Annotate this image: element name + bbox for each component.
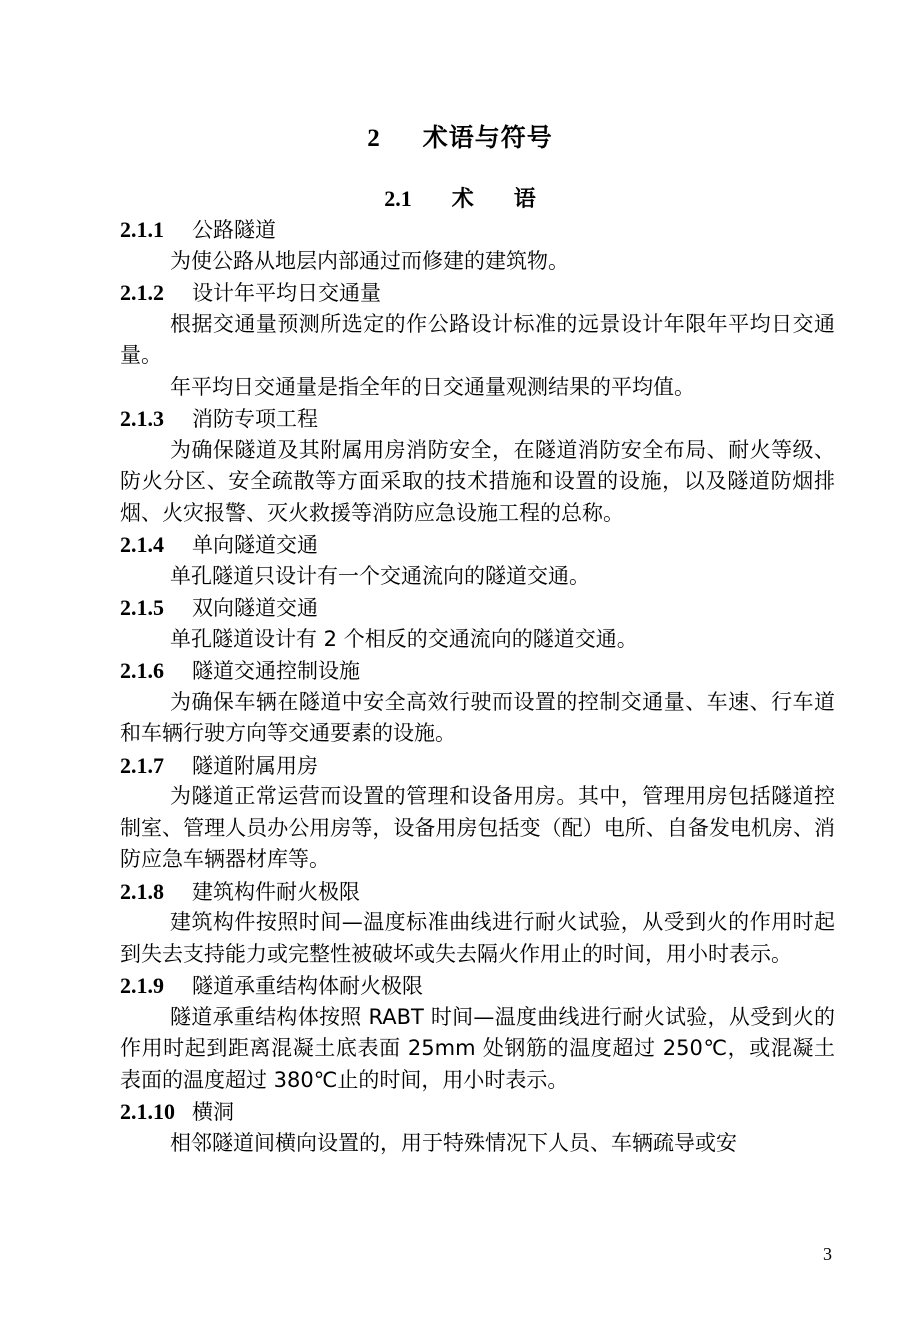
term-number: 2.1.6 [120, 658, 164, 683]
term-definition: 单孔隧道只设计有一个交通流向的隧道交通。 [170, 563, 590, 588]
term-heading [120, 214, 835, 246]
term-definition: 为隧道正常运营而设置的管理和设备用房。其中，管理用房包括隧道控制室、管理人员办公用房等，设备用房包括变（配）电所、自备发电机房、消防应急车辆器材库等。 [120, 784, 835, 871]
term-definition: 为确保隧道及其附属用房消防安全，在隧道消防安全布局、耐火等级、防火分区、安全疏散等方面采取的技术措施和设置的设施，以及隧道防烟排烟、火灾报警、灭火救援等消防应急设施工程的总称。 [120, 437, 835, 525]
term-name: 消防专项工程 [192, 407, 318, 431]
term-heading [120, 403, 835, 435]
term-number: 2.1.1 [120, 217, 164, 242]
chapter-title [0, 118, 920, 154]
term-name: 双向隧道交通 [192, 596, 318, 620]
term-heading [120, 970, 835, 1002]
section-title [0, 182, 920, 213]
term-name: 单向隧道交通 [192, 533, 318, 557]
term-number: 2.1.5 [120, 595, 164, 620]
term-definition: 隧道承重结构体按照 RABT 时间—温度曲线进行耐火试验，从受到火的作用时起到距离混凝土底表面 25mm 处钢筋的温度超过 250℃，或混凝土表面的温度超过 380℃止的时间，用小时表示。 [120, 1004, 835, 1092]
term-number: 2.1.4 [120, 532, 164, 557]
term-name: 公路隧道 [192, 218, 276, 242]
term-heading [120, 277, 835, 309]
chapter-number: 2 [367, 125, 381, 152]
term-definition: 单孔隧道设计有 2 个相反的交通流向的隧道交通。 [170, 626, 638, 651]
section-number: 2.1 [384, 186, 412, 211]
term-heading [120, 655, 835, 687]
term-heading [120, 876, 835, 908]
terms-list [120, 214, 835, 1159]
term-name: 建筑构件耐火极限 [192, 879, 360, 904]
term-definition: 年平均日交通量是指全年的日交通量观测结果的平均值。 [170, 374, 695, 399]
term-number: 2.1.10 [120, 1099, 175, 1124]
term-heading [120, 529, 835, 561]
term-heading [120, 592, 835, 624]
term-definition: 为使公路从地层内部通过而修建的建筑物。 [170, 248, 569, 273]
term-number: 2.1.9 [120, 973, 164, 998]
chapter-title-text: 术语与符号 [422, 123, 553, 152]
term-definition: 建筑构件按照时间—温度标准曲线进行耐火试验，从受到火的作用时起到失去支持能力或完整性被破坏或失去隔火作用止的时间，用小时表示。 [120, 910, 835, 966]
term-definition: 根据交通量预测所选定的作公路设计标准的远景设计年限年平均日交通量。 [120, 311, 835, 367]
term-name: 隧道承重结构体耐火极限 [192, 974, 423, 998]
term-definition: 相邻隧道间横向设置的，用于特殊情况下人员、车辆疏导或安 [170, 1130, 737, 1155]
term-name: 隧道交通控制设施 [192, 659, 360, 683]
term-name: 横洞 [192, 1100, 234, 1124]
term-heading [120, 750, 835, 782]
term-number: 2.1.7 [120, 752, 164, 778]
term-name: 隧道附属用房 [192, 753, 318, 778]
section-title-char-2: 语 [513, 187, 536, 212]
term-number: 2.1.2 [120, 280, 164, 305]
term-number: 2.1.8 [120, 878, 164, 904]
term-name: 设计年平均日交通量 [192, 281, 381, 305]
page-number: 3 [823, 1244, 832, 1264]
section-title-char-1: 术 [451, 187, 474, 212]
term-heading [120, 1096, 835, 1128]
term-number: 2.1.3 [120, 406, 164, 431]
term-definition: 为确保车辆在隧道中安全高效行驶而设置的控制交通量、车速、行车道和车辆行驶方向等交通要素的设施。 [120, 689, 835, 745]
